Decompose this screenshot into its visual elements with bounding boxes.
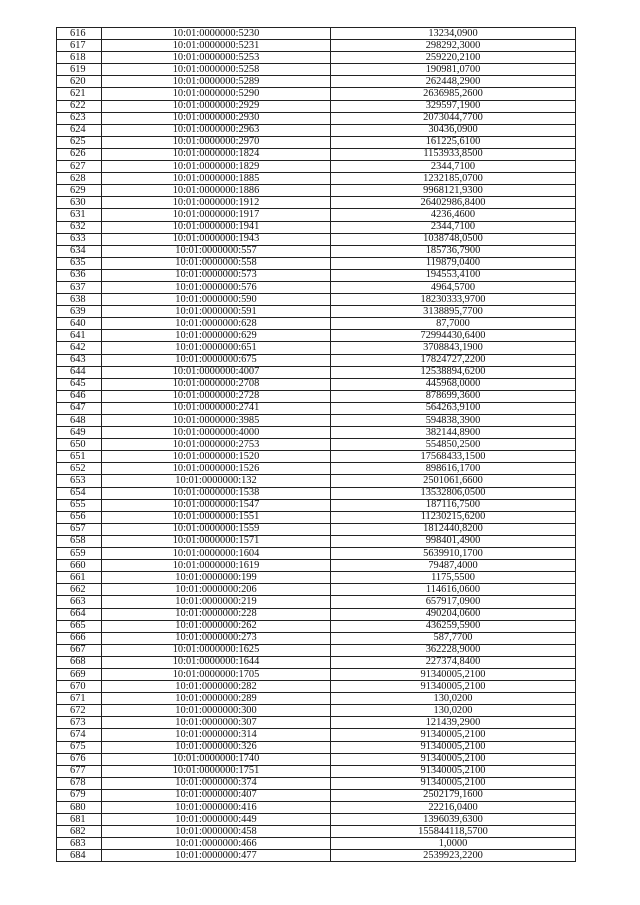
cadastral-number-cell: 10:01:0000000:1644 xyxy=(102,656,331,668)
cadastral-number-cell: 10:01:0000000:219 xyxy=(102,596,331,608)
row-number-cell: 641 xyxy=(57,330,102,342)
cadastral-value-cell: 12538894,6200 xyxy=(331,366,576,378)
cadastral-number-cell: 10:01:0000000:262 xyxy=(102,620,331,632)
cadastral-number-cell: 10:01:0000000:1705 xyxy=(102,668,331,680)
table-row xyxy=(57,523,576,535)
table-row xyxy=(57,838,576,850)
row-number-cell: 624 xyxy=(57,124,102,136)
cadastral-value-cell: 3708843,1900 xyxy=(331,342,576,354)
cadastral-number-cell: 10:01:0000000:5253 xyxy=(102,52,331,64)
cadastral-value-cell: 91340005,2100 xyxy=(331,753,576,765)
cadastral-value-cell: 2073044,7700 xyxy=(331,112,576,124)
cadastral-value-cell: 382144,8900 xyxy=(331,427,576,439)
cadastral-value-cell: 91340005,2100 xyxy=(331,668,576,680)
row-number-cell: 663 xyxy=(57,596,102,608)
table-row xyxy=(57,535,576,547)
row-number-cell: 633 xyxy=(57,233,102,245)
cadastral-value-cell: 2501061,6600 xyxy=(331,475,576,487)
row-number-cell: 668 xyxy=(57,656,102,668)
cadastral-number-cell: 10:01:0000000:1886 xyxy=(102,185,331,197)
cadastral-number-cell: 10:01:0000000:1751 xyxy=(102,765,331,777)
cadastral-value-cell: 4236,4600 xyxy=(331,209,576,221)
row-number-cell: 670 xyxy=(57,681,102,693)
table-row xyxy=(57,245,576,257)
table-row xyxy=(57,777,576,789)
table-row xyxy=(57,487,576,499)
table-row xyxy=(57,52,576,64)
row-number-cell: 684 xyxy=(57,850,102,862)
row-number-cell: 648 xyxy=(57,415,102,427)
cadastral-number-cell: 10:01:0000000:1943 xyxy=(102,233,331,245)
cadastral-number-cell: 10:01:0000000:1829 xyxy=(102,161,331,173)
row-number-cell: 680 xyxy=(57,802,102,814)
cadastral-number-cell: 10:01:0000000:466 xyxy=(102,838,331,850)
row-number-cell: 625 xyxy=(57,136,102,148)
table-row xyxy=(57,148,576,160)
cadastral-number-cell: 10:01:0000000:2930 xyxy=(102,112,331,124)
cadastral-number-cell: 10:01:0000000:557 xyxy=(102,245,331,257)
row-number-cell: 672 xyxy=(57,705,102,717)
cadastral-value-cell: 91340005,2100 xyxy=(331,777,576,789)
cadastral-number-cell: 10:01:0000000:1917 xyxy=(102,209,331,221)
row-number-cell: 622 xyxy=(57,100,102,112)
table-row xyxy=(57,705,576,717)
table-row xyxy=(57,717,576,729)
cadastral-value-cell: 2502179,1600 xyxy=(331,789,576,801)
table-row xyxy=(57,233,576,245)
table-row xyxy=(57,681,576,693)
table-row xyxy=(57,281,576,293)
row-number-cell: 661 xyxy=(57,572,102,584)
cadastral-value-cell: 119879,0400 xyxy=(331,257,576,269)
row-number-cell: 628 xyxy=(57,173,102,185)
row-number-cell: 653 xyxy=(57,475,102,487)
cadastral-value-cell: 155844118,5700 xyxy=(331,826,576,838)
cadastral-value-cell: 259220,2100 xyxy=(331,52,576,64)
cadastral-value-cell: 445968,0000 xyxy=(331,378,576,390)
row-number-cell: 673 xyxy=(57,717,102,729)
cadastral-value-cell: 436259,5900 xyxy=(331,620,576,632)
table-row xyxy=(57,475,576,487)
cadastral-value-cell: 2539923,2200 xyxy=(331,850,576,862)
cadastral-value-cell: 130,0200 xyxy=(331,705,576,717)
cadastral-number-cell: 10:01:0000000:2741 xyxy=(102,402,331,414)
cadastral-value-cell: 121439,2900 xyxy=(331,717,576,729)
table-row xyxy=(57,608,576,620)
row-number-cell: 642 xyxy=(57,342,102,354)
table-row xyxy=(57,221,576,233)
row-number-cell: 632 xyxy=(57,221,102,233)
cadastral-number-cell: 10:01:0000000:458 xyxy=(102,826,331,838)
cadastral-value-cell: 4964,5700 xyxy=(331,281,576,293)
table-row xyxy=(57,354,576,366)
table-row xyxy=(57,463,576,475)
row-number-cell: 617 xyxy=(57,40,102,52)
table-row xyxy=(57,560,576,572)
table-row xyxy=(57,112,576,124)
cadastral-number-cell: 10:01:0000000:3985 xyxy=(102,415,331,427)
cadastral-number-cell: 10:01:0000000:1885 xyxy=(102,173,331,185)
table-row xyxy=(57,802,576,814)
row-number-cell: 643 xyxy=(57,354,102,366)
table-row xyxy=(57,366,576,378)
row-number-cell: 669 xyxy=(57,668,102,680)
table-row xyxy=(57,499,576,511)
table-row xyxy=(57,753,576,765)
cadastral-number-cell: 10:01:0000000:282 xyxy=(102,681,331,693)
cadastral-value-cell: 1,0000 xyxy=(331,838,576,850)
row-number-cell: 681 xyxy=(57,814,102,826)
cadastral-value-cell: 1175,5500 xyxy=(331,572,576,584)
cadastral-number-cell: 10:01:0000000:558 xyxy=(102,257,331,269)
table-row xyxy=(57,294,576,306)
cadastral-value-cell: 194553,4100 xyxy=(331,269,576,281)
row-number-cell: 627 xyxy=(57,161,102,173)
table-row xyxy=(57,161,576,173)
table-row xyxy=(57,306,576,318)
cadastral-number-cell: 10:01:0000000:5230 xyxy=(102,28,331,40)
cadastral-number-cell: 10:01:0000000:651 xyxy=(102,342,331,354)
cadastral-number-cell: 10:01:0000000:1520 xyxy=(102,451,331,463)
cadastral-value-cell: 91340005,2100 xyxy=(331,741,576,753)
row-number-cell: 650 xyxy=(57,439,102,451)
row-number-cell: 629 xyxy=(57,185,102,197)
cadastral-number-cell: 10:01:0000000:326 xyxy=(102,741,331,753)
table-row xyxy=(57,342,576,354)
row-number-cell: 678 xyxy=(57,777,102,789)
cadastral-number-cell: 10:01:0000000:2708 xyxy=(102,378,331,390)
cadastral-value-cell: 22216,0400 xyxy=(331,802,576,814)
cadastral-number-cell: 10:01:0000000:1559 xyxy=(102,523,331,535)
cadastral-value-cell: 13234,0900 xyxy=(331,28,576,40)
cadastral-number-cell: 10:01:0000000:5290 xyxy=(102,88,331,100)
table-body xyxy=(57,28,576,862)
table-row xyxy=(57,64,576,76)
row-number-cell: 674 xyxy=(57,729,102,741)
cadastral-value-cell: 91340005,2100 xyxy=(331,765,576,777)
row-number-cell: 640 xyxy=(57,318,102,330)
cadastral-value-cell: 17568433,1500 xyxy=(331,451,576,463)
row-number-cell: 623 xyxy=(57,112,102,124)
table-row xyxy=(57,124,576,136)
cadastral-number-cell: 10:01:0000000:273 xyxy=(102,632,331,644)
cadastral-value-cell: 594838,3900 xyxy=(331,415,576,427)
cadastral-number-cell: 10:01:0000000:289 xyxy=(102,693,331,705)
cadastral-value-table xyxy=(56,27,576,862)
cadastral-number-cell: 10:01:0000000:1538 xyxy=(102,487,331,499)
table-row xyxy=(57,850,576,862)
table-row xyxy=(57,741,576,753)
cadastral-number-cell: 10:01:0000000:628 xyxy=(102,318,331,330)
row-number-cell: 619 xyxy=(57,64,102,76)
cadastral-number-cell: 10:01:0000000:2728 xyxy=(102,390,331,402)
cadastral-number-cell: 10:01:0000000:407 xyxy=(102,789,331,801)
cadastral-value-cell: 587,7700 xyxy=(331,632,576,644)
row-number-cell: 631 xyxy=(57,209,102,221)
cadastral-number-cell: 10:01:0000000:374 xyxy=(102,777,331,789)
table-row xyxy=(57,427,576,439)
cadastral-value-cell: 329597,1900 xyxy=(331,100,576,112)
cadastral-value-cell: 91340005,2100 xyxy=(331,729,576,741)
table-row xyxy=(57,390,576,402)
cadastral-number-cell: 10:01:0000000:477 xyxy=(102,850,331,862)
table-row xyxy=(57,76,576,88)
row-number-cell: 637 xyxy=(57,281,102,293)
table-row xyxy=(57,656,576,668)
row-number-cell: 639 xyxy=(57,306,102,318)
table-row xyxy=(57,451,576,463)
cadastral-number-cell: 10:01:0000000:228 xyxy=(102,608,331,620)
table-row xyxy=(57,330,576,342)
cadastral-number-cell: 10:01:0000000:199 xyxy=(102,572,331,584)
cadastral-number-cell: 10:01:0000000:5231 xyxy=(102,40,331,52)
cadastral-value-cell: 878699,3600 xyxy=(331,390,576,402)
cadastral-value-cell: 554850,2500 xyxy=(331,439,576,451)
table-row xyxy=(57,693,576,705)
cadastral-number-cell: 10:01:0000000:1912 xyxy=(102,197,331,209)
cadastral-number-cell: 10:01:0000000:1740 xyxy=(102,753,331,765)
row-number-cell: 676 xyxy=(57,753,102,765)
row-number-cell: 675 xyxy=(57,741,102,753)
table-row xyxy=(57,596,576,608)
cadastral-value-cell: 17824727,2200 xyxy=(331,354,576,366)
cadastral-number-cell: 10:01:0000000:449 xyxy=(102,814,331,826)
cadastral-value-cell: 564263,9100 xyxy=(331,402,576,414)
row-number-cell: 683 xyxy=(57,838,102,850)
cadastral-value-cell: 298292,3000 xyxy=(331,40,576,52)
row-number-cell: 677 xyxy=(57,765,102,777)
cadastral-value-cell: 2636985,2600 xyxy=(331,88,576,100)
cadastral-value-cell: 898616,1700 xyxy=(331,463,576,475)
row-number-cell: 665 xyxy=(57,620,102,632)
cadastral-number-cell: 10:01:0000000:629 xyxy=(102,330,331,342)
table-row xyxy=(57,548,576,560)
row-number-cell: 655 xyxy=(57,499,102,511)
table-row xyxy=(57,826,576,838)
table-row xyxy=(57,269,576,281)
cadastral-number-cell: 10:01:0000000:1824 xyxy=(102,148,331,160)
row-number-cell: 646 xyxy=(57,390,102,402)
cadastral-value-cell: 87,7000 xyxy=(331,318,576,330)
table-row xyxy=(57,173,576,185)
cadastral-value-cell: 5639910,1700 xyxy=(331,548,576,560)
cadastral-value-cell: 18230333,9700 xyxy=(331,294,576,306)
row-number-cell: 618 xyxy=(57,52,102,64)
cadastral-value-cell: 490204,0600 xyxy=(331,608,576,620)
row-number-cell: 667 xyxy=(57,644,102,656)
cadastral-value-cell: 1232185,0700 xyxy=(331,173,576,185)
cadastral-value-cell: 262448,2900 xyxy=(331,76,576,88)
cadastral-value-cell: 1812440,8200 xyxy=(331,523,576,535)
cadastral-number-cell: 10:01:0000000:206 xyxy=(102,584,331,596)
cadastral-number-cell: 10:01:0000000:2929 xyxy=(102,100,331,112)
cadastral-number-cell: 10:01:0000000:1619 xyxy=(102,560,331,572)
cadastral-number-cell: 10:01:0000000:5258 xyxy=(102,64,331,76)
table-row xyxy=(57,185,576,197)
row-number-cell: 621 xyxy=(57,88,102,100)
row-number-cell: 654 xyxy=(57,487,102,499)
row-number-cell: 626 xyxy=(57,148,102,160)
cadastral-value-cell: 91340005,2100 xyxy=(331,681,576,693)
cadastral-number-cell: 10:01:0000000:1625 xyxy=(102,644,331,656)
cadastral-value-cell: 1153933,8500 xyxy=(331,148,576,160)
table-row xyxy=(57,511,576,523)
cadastral-value-cell: 187116,7500 xyxy=(331,499,576,511)
row-number-cell: 662 xyxy=(57,584,102,596)
cadastral-value-cell: 11230215,6200 xyxy=(331,511,576,523)
row-number-cell: 656 xyxy=(57,511,102,523)
row-number-cell: 658 xyxy=(57,535,102,547)
cadastral-number-cell: 10:01:0000000:4007 xyxy=(102,366,331,378)
table-row xyxy=(57,814,576,826)
cadastral-value-cell: 13532806,0500 xyxy=(331,487,576,499)
table-row xyxy=(57,40,576,52)
table-row xyxy=(57,765,576,777)
cadastral-number-cell: 10:01:0000000:590 xyxy=(102,294,331,306)
cadastral-number-cell: 10:01:0000000:314 xyxy=(102,729,331,741)
row-number-cell: 616 xyxy=(57,28,102,40)
row-number-cell: 647 xyxy=(57,402,102,414)
table-row xyxy=(57,632,576,644)
table-row xyxy=(57,402,576,414)
cadastral-value-cell: 185736,7900 xyxy=(331,245,576,257)
row-number-cell: 644 xyxy=(57,366,102,378)
cadastral-number-cell: 10:01:0000000:2963 xyxy=(102,124,331,136)
row-number-cell: 679 xyxy=(57,789,102,801)
row-number-cell: 635 xyxy=(57,257,102,269)
cadastral-number-cell: 10:01:0000000:307 xyxy=(102,717,331,729)
cadastral-number-cell: 10:01:0000000:2970 xyxy=(102,136,331,148)
row-number-cell: 659 xyxy=(57,548,102,560)
cadastral-number-cell: 10:01:0000000:1571 xyxy=(102,535,331,547)
row-number-cell: 671 xyxy=(57,693,102,705)
cadastral-number-cell: 10:01:0000000:300 xyxy=(102,705,331,717)
table-row xyxy=(57,257,576,269)
row-number-cell: 645 xyxy=(57,378,102,390)
table-row xyxy=(57,209,576,221)
row-number-cell: 651 xyxy=(57,451,102,463)
table-row xyxy=(57,572,576,584)
cadastral-value-cell: 26402986,8400 xyxy=(331,197,576,209)
row-number-cell: 636 xyxy=(57,269,102,281)
table-row xyxy=(57,378,576,390)
table-row xyxy=(57,668,576,680)
cadastral-value-cell: 130,0200 xyxy=(331,693,576,705)
row-number-cell: 682 xyxy=(57,826,102,838)
cadastral-value-cell: 30436,0900 xyxy=(331,124,576,136)
cadastral-number-cell: 10:01:0000000:573 xyxy=(102,269,331,281)
cadastral-value-cell: 2344,7100 xyxy=(331,161,576,173)
cadastral-value-cell: 79487,4000 xyxy=(331,560,576,572)
table-row xyxy=(57,729,576,741)
cadastral-value-cell: 2344,7100 xyxy=(331,221,576,233)
cadastral-number-cell: 10:01:0000000:1604 xyxy=(102,548,331,560)
table-row xyxy=(57,584,576,596)
cadastral-value-cell: 114616,0600 xyxy=(331,584,576,596)
cadastral-value-cell: 72994430,6400 xyxy=(331,330,576,342)
table-row xyxy=(57,415,576,427)
table-row xyxy=(57,620,576,632)
cadastral-value-cell: 9968121,9300 xyxy=(331,185,576,197)
row-number-cell: 638 xyxy=(57,294,102,306)
table-row xyxy=(57,28,576,40)
cadastral-value-cell: 227374,8400 xyxy=(331,656,576,668)
cadastral-value-cell: 998401,4900 xyxy=(331,535,576,547)
row-number-cell: 666 xyxy=(57,632,102,644)
cadastral-number-cell: 10:01:0000000:1547 xyxy=(102,499,331,511)
cadastral-number-cell: 10:01:0000000:675 xyxy=(102,354,331,366)
cadastral-number-cell: 10:01:0000000:5289 xyxy=(102,76,331,88)
cadastral-number-cell: 10:01:0000000:1551 xyxy=(102,511,331,523)
table-row xyxy=(57,318,576,330)
table-row xyxy=(57,644,576,656)
cadastral-value-cell: 362228,9000 xyxy=(331,644,576,656)
cadastral-number-cell: 10:01:0000000:416 xyxy=(102,802,331,814)
cadastral-value-cell: 1396039,6300 xyxy=(331,814,576,826)
cadastral-number-cell: 10:01:0000000:2753 xyxy=(102,439,331,451)
cadastral-value-cell: 3138895,7700 xyxy=(331,306,576,318)
cadastral-value-cell: 1038748,0500 xyxy=(331,233,576,245)
row-number-cell: 652 xyxy=(57,463,102,475)
cadastral-number-cell: 10:01:0000000:1941 xyxy=(102,221,331,233)
row-number-cell: 657 xyxy=(57,523,102,535)
row-number-cell: 664 xyxy=(57,608,102,620)
table-row xyxy=(57,100,576,112)
cadastral-number-cell: 10:01:0000000:591 xyxy=(102,306,331,318)
cadastral-number-cell: 10:01:0000000:1526 xyxy=(102,463,331,475)
table-row xyxy=(57,136,576,148)
table-row xyxy=(57,439,576,451)
cadastral-number-cell: 10:01:0000000:576 xyxy=(102,281,331,293)
table-row xyxy=(57,88,576,100)
row-number-cell: 660 xyxy=(57,560,102,572)
cadastral-number-cell: 10:01:0000000:4000 xyxy=(102,427,331,439)
row-number-cell: 620 xyxy=(57,76,102,88)
row-number-cell: 649 xyxy=(57,427,102,439)
table-row xyxy=(57,197,576,209)
row-number-cell: 634 xyxy=(57,245,102,257)
cadastral-value-cell: 161225,6100 xyxy=(331,136,576,148)
table-row xyxy=(57,789,576,801)
cadastral-value-cell: 657917,0900 xyxy=(331,596,576,608)
cadastral-value-cell: 190981,0700 xyxy=(331,64,576,76)
row-number-cell: 630 xyxy=(57,197,102,209)
cadastral-number-cell: 10:01:0000000:132 xyxy=(102,475,331,487)
